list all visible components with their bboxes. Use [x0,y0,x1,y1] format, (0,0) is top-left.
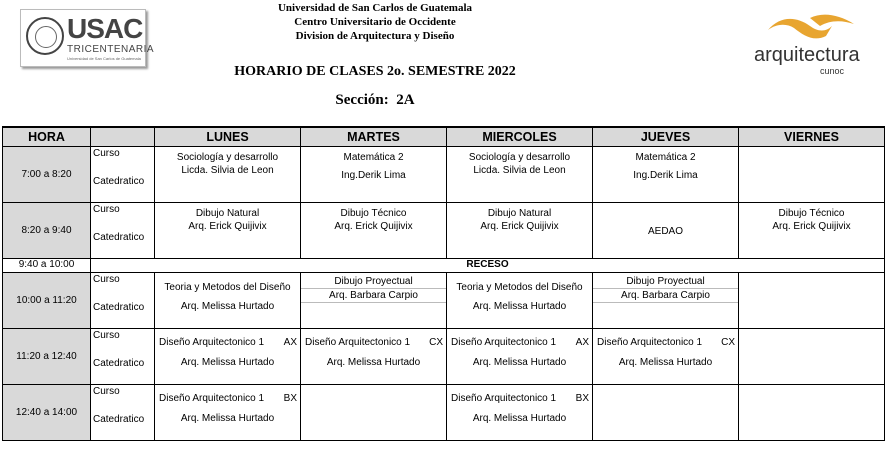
course-name: Diseño Arquitectonico 1 [159,337,265,348]
course-name: Dibujo Natural [487,208,552,219]
schedule-cell [593,385,739,441]
course-name: Teoria y Metodos del Diseño [164,282,291,293]
teacher-name: Arq. Erick Quijivix [480,221,559,232]
teacher-name: Arq. Melissa Hurtado [472,413,567,424]
teacher-name: Arq. Melissa Hurtado [180,413,275,424]
teacher-name: Arq. Erick Quijivix [772,221,851,232]
course-name: Teoria y Metodos del Diseño [456,282,583,293]
col-header-day: MIERCOLES [447,127,593,147]
teacher-name: Licda. Silvia de Leon [473,165,566,176]
course-name: Dibujo Técnico [340,208,407,219]
teacher-name: Arq. Erick Quijivix [188,221,267,232]
table-row [3,385,885,441]
schedule-cell [739,385,885,441]
course-name: AEDAO [647,226,683,237]
division-name: Division de Arquitectura y Diseño [295,30,455,42]
page-header [0,0,890,126]
teacher-name: Arq. Barbara Carpio [593,289,738,303]
schedule-cell [301,385,447,441]
teacher-name: Arq. Melissa Hurtado [180,357,275,368]
teacher-name: Licda. Silvia de Leon [181,165,274,176]
course-name: Sociología y desarrollo [176,152,279,163]
schedule-cell [739,329,885,385]
curso-label: Curso [93,330,120,341]
schedule-cell [155,203,301,259]
col-header-day: JUEVES [593,127,739,147]
hour-cell: 8:20 a 9:40 [3,203,91,259]
section-tag: CX [721,337,735,348]
hour-cell: 11:20 a 12:40 [3,329,91,385]
page-title: HORARIO DE CLASES 2o. SEMESTRE 2022 [234,64,516,79]
course-name: Diseño Arquitectonico 1 [159,393,265,404]
schedule-cell [301,273,447,329]
table-row [3,273,885,329]
table-row [3,203,885,259]
recess-label: RECESO [91,259,885,273]
catedratico-label: Catedratico [93,232,145,243]
label-cell [91,147,155,203]
course-name: Matemática 2 [343,152,404,163]
teacher-name: Ing.Derik Lima [341,170,406,181]
section-tag: AX [283,337,297,348]
teacher-name: Arq. Melissa Hurtado [326,357,421,368]
recess-row [3,259,885,273]
catedratico-label: Catedratico [93,302,145,313]
course-name: Dibujo Proyectual [301,275,446,289]
table-row [3,147,885,203]
teacher-name: Arq. Barbara Carpio [301,289,446,303]
col-header-day: MARTES [301,127,447,147]
arquitectura-logo-word: arquitectura [754,44,860,66]
schedule-cell [593,329,739,385]
teacher-name: Arq. Melissa Hurtado [180,301,275,312]
schedule-cell [447,385,593,441]
course-name: Dibujo Técnico [778,208,845,219]
hour-cell: 12:40 a 14:00 [3,385,91,441]
section-label: Sección: [335,92,389,108]
teacher-name: Arq. Erick Quijivix [334,221,413,232]
course-name: Dibujo Natural [195,208,260,219]
catedratico-label: Catedratico [93,414,145,425]
teacher-name: Arq. Melissa Hurtado [618,357,713,368]
col-header-day: VIERNES [739,127,885,147]
section-line [0,92,750,109]
curso-label: Curso [93,148,120,159]
schedule-cell [739,147,885,203]
section-tag: BX [283,393,297,404]
schedule-cell [155,273,301,329]
arquitectura-logo-icon [766,14,856,42]
schedule-cell [301,147,447,203]
schedule-cell [739,273,885,329]
catedratico-label: Catedratico [93,176,145,187]
usac-logo-word: USAC [67,13,143,44]
course-name: Sociología y desarrollo [468,152,571,163]
schedule-table [2,126,885,441]
label-cell [91,329,155,385]
label-cell [91,203,155,259]
teacher-name: Ing.Derik Lima [633,170,698,181]
section-tag: BX [575,393,589,404]
table-header-row [3,127,885,147]
schedule-cell [447,273,593,329]
usac-logo-tiny: Universidad de San Carlos de Guatemala [67,56,141,61]
label-cell [91,385,155,441]
hour-cell: 7:00 a 8:20 [3,147,91,203]
schedule-cell [447,147,593,203]
table-row [3,329,885,385]
course-name: Dibujo Proyectual [593,275,738,289]
col-header-blank [91,127,155,147]
arquitectura-logo-sub: cunoc [820,66,845,76]
recess-hour: 9:40 a 10:00 [3,259,91,273]
schedule-cell [301,203,447,259]
col-header-hora: HORA [3,127,91,147]
schedule-cell [593,203,739,259]
curso-label: Curso [93,204,120,215]
course-name: Diseño Arquitectonico 1 [451,393,557,404]
catedratico-label: Catedratico [93,358,145,369]
course-name: Diseño Arquitectonico 1 [597,337,703,348]
usac-logo-sub: TRICENTENARIA [67,44,155,55]
schedule-cell [739,203,885,259]
schedule-cell [593,273,739,329]
schedule-cell [155,147,301,203]
section-value: 2A [396,92,415,108]
section-tag: CX [429,337,443,348]
col-header-day: LUNES [155,127,301,147]
schedule-cell [593,147,739,203]
schedule-cell [301,329,447,385]
course-name: Matemática 2 [635,152,696,163]
teacher-name: Arq. Melissa Hurtado [472,301,567,312]
hour-cell: 10:00 a 11:20 [3,273,91,329]
schedule-cell [155,329,301,385]
curso-label: Curso [93,274,120,285]
schedule-cell [447,329,593,385]
course-name: Diseño Arquitectonico 1 [305,337,411,348]
university-name: Universidad de San Carlos de Guatemala [277,2,473,14]
arquitectura-logo [748,14,873,76]
schedule-cell [447,203,593,259]
center-name: Centro Universitario de Occidente [294,16,456,28]
curso-label: Curso [93,386,120,397]
section-tag: AX [575,337,589,348]
course-name: Diseño Arquitectonico 1 [451,337,557,348]
label-cell [91,273,155,329]
teacher-name: Arq. Melissa Hurtado [472,357,567,368]
schedule-cell [155,385,301,441]
